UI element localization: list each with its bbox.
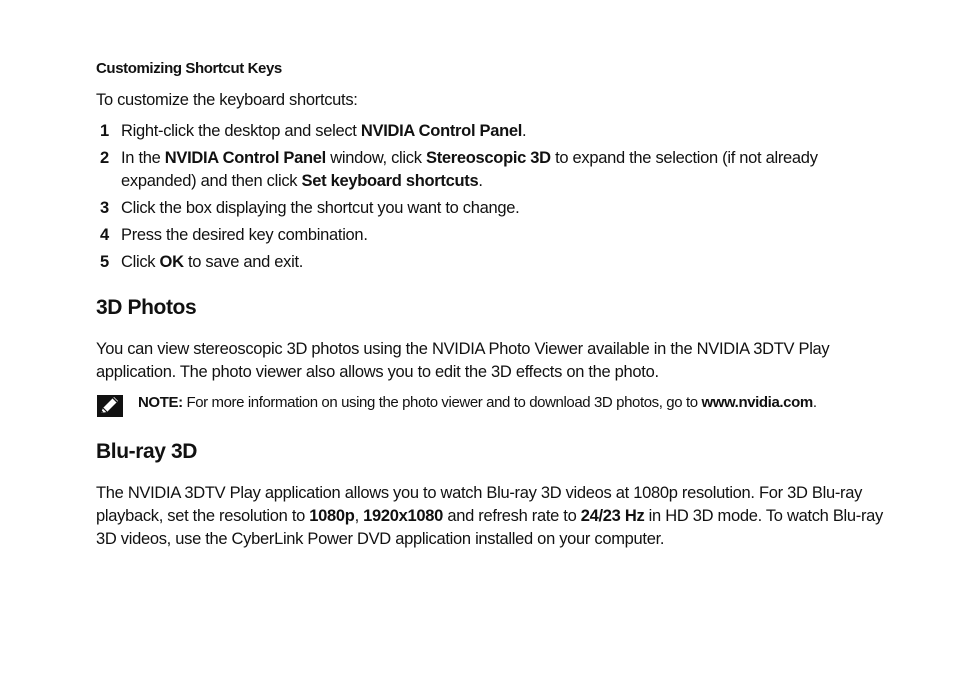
step-text — [121, 147, 896, 193]
section-heading-3d-photos: 3D Photos — [96, 296, 197, 319]
step-text-segment: Right-click the desktop and select — [121, 122, 361, 140]
nvidia-website-link[interactable]: www.nvidia.com — [701, 394, 813, 411]
step-text: Click the box displaying the shortcut you want to change. — [121, 199, 520, 217]
bluray-text-segment: and refresh rate to — [443, 507, 581, 525]
step-text-segment: . — [478, 172, 483, 190]
step-text — [121, 251, 896, 274]
step-item — [96, 147, 896, 193]
bluray-text-segment: , — [354, 507, 364, 525]
step-item — [96, 120, 896, 143]
step-number: 2 — [100, 149, 109, 167]
section-heading-blu-ray-3d: Blu-ray 3D — [96, 440, 198, 463]
section-subheading-customizing-shortcut-keys: Customizing Shortcut Keys — [96, 60, 282, 77]
step-number: 4 — [100, 226, 109, 244]
ui-term-nvidia-control-panel: NVIDIA Control Panel — [360, 122, 523, 140]
step-text-segment: window, click — [325, 149, 426, 167]
ui-term-stereoscopic-3d: Stereoscopic 3D — [425, 149, 551, 167]
steps-list — [96, 120, 896, 274]
step-text-segment: to save and exit. — [183, 253, 304, 271]
note-end: . — [812, 394, 817, 411]
step-item — [96, 251, 896, 274]
resolution-1920x1080: 1920x1080 — [363, 507, 444, 525]
bluray-text-segment: in HD 3D mode. To watch Blu-ray 3D videos, use the CyberLink Power DVD application installed on your computer. — [96, 507, 883, 548]
note-pencil-icon — [96, 394, 124, 418]
step-text — [121, 120, 896, 143]
customize-intro: To customize the keyboard shortcuts: — [96, 91, 358, 109]
step-text: Press the desired key combination. — [121, 226, 368, 244]
note-callout — [96, 392, 896, 418]
bluray-body — [96, 482, 896, 551]
step-text-segment: In the — [121, 149, 165, 167]
note-body: For more information on using the photo viewer and to download 3D photos, go to — [182, 394, 702, 411]
step-number: 3 — [100, 199, 109, 217]
step-text-segment: to expand the selection (if not already expanded) and then click — [121, 149, 818, 190]
step-number: 5 — [100, 253, 109, 271]
step-text-segment: . — [522, 122, 527, 140]
step-item — [96, 197, 896, 220]
note-text — [138, 392, 817, 413]
ui-term-ok: OK — [159, 253, 184, 271]
step-item — [96, 224, 896, 247]
step-text-segment: Click — [121, 253, 160, 271]
photos-body: You can view stereoscopic 3D photos using the NVIDIA Photo Viewer available in the NVIDIA 3DTV Play application. The photo viewer also allows you to edit the 3D effects on the photo. — [96, 340, 830, 381]
bluray-text-segment: The NVIDIA 3DTV Play application allows you to watch Blu-ray 3D videos at 1080p resolution. For 3D Blu-ray playback, set the resolution to — [96, 484, 863, 525]
step-number: 1 — [100, 122, 109, 140]
refresh-rate-24-23hz: 24/23 Hz — [580, 507, 645, 525]
resolution-1080p: 1080p — [309, 507, 355, 525]
note-label: NOTE: — [138, 394, 183, 411]
document-page — [96, 60, 896, 551]
ui-term-nvidia-control-panel: NVIDIA Control Panel — [164, 149, 326, 167]
ui-term-set-keyboard-shortcuts: Set keyboard shortcuts — [301, 172, 479, 190]
